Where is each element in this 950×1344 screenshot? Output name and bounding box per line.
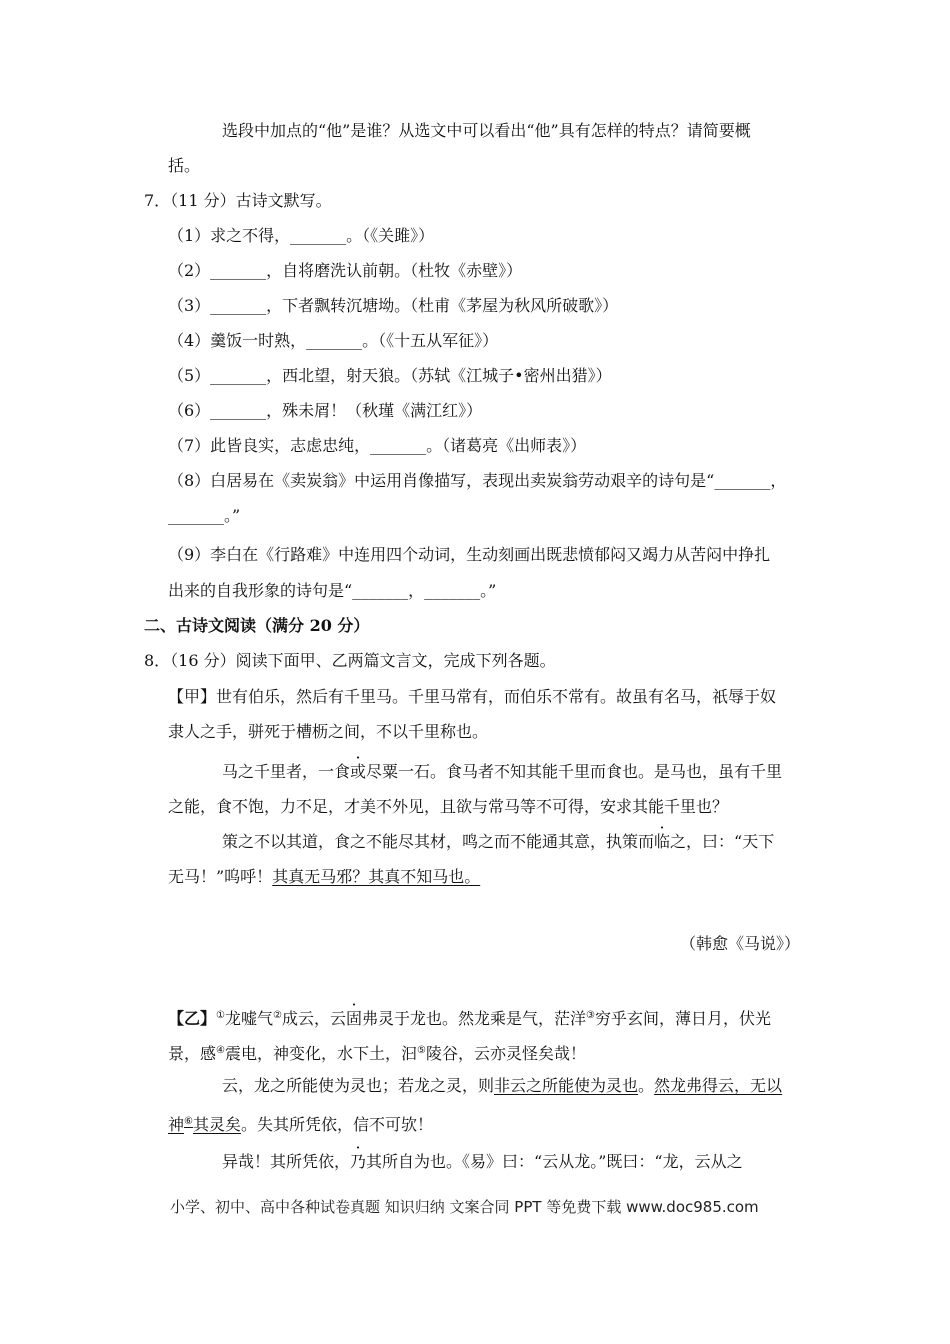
jia-p1-line-1: 【甲】世有伯乐，然后有千里马。千里马常有，而伯乐不常有。故虽有名马，祇辱于奴 xyxy=(168,687,777,706)
q7-item-8: （8）白居易在《卖炭翁》中运用肖像描写，表现出卖炭翁劳动艰辛的诗句是“_______， xyxy=(168,471,787,490)
jia-p2-text-b: 尽粟一石。食马者不知其能千里而食也。是马也，虽有千里 xyxy=(366,762,783,781)
yi-p2-text-a: 云，龙之所能使为灵也；若龙之灵，则 xyxy=(222,1076,495,1095)
jia-p3-line-2 xyxy=(168,867,480,887)
underlined-sentence-yi-cont-b: 其灵矣 xyxy=(192,1115,241,1134)
yi-text-g: 陵谷，云亦灵怪矣哉！ xyxy=(425,1044,586,1063)
yi-text-e: 景，感 xyxy=(168,1044,217,1063)
jia-p3-text-b: 之，曰：“天下 xyxy=(670,832,775,851)
yi-text-c: 弗灵于龙也。然龙乘是气，茫洋 xyxy=(362,1009,587,1028)
note-marker-5: ⑤ xyxy=(417,1045,426,1056)
jia-p2-text-a: 马之千里者，一食 xyxy=(222,762,351,781)
jia-p3-line2-text: 无马！”呜呼！ xyxy=(168,867,273,886)
underlined-sentence-yi-cont-a: 神 xyxy=(168,1115,185,1134)
yi-p1-line-1 xyxy=(168,1006,771,1029)
dotted-char-nai: 乃 xyxy=(350,1152,367,1171)
yi-text-f: 震电，神变化，水下土，汩 xyxy=(224,1044,417,1063)
yi-label: 【乙】 xyxy=(168,1009,217,1028)
q7-item-6: （6）_______，殊未屑！（秋瑾《满江红》） xyxy=(168,401,483,420)
q6-line-2: 括。 xyxy=(168,156,201,175)
underlined-phrase-1: 非云之所能使为灵也 xyxy=(494,1076,639,1095)
dotted-char-lin: 临 xyxy=(654,832,671,851)
yi-p2-line-1 xyxy=(222,1076,782,1096)
q7-item-4: （4）羹饭一时熟，_______。（《十五从军征》） xyxy=(168,331,499,350)
jia-p3-text-a: 策之不以其道，食之不能尽其材，鸣之而不能通其意，执策而 xyxy=(222,832,655,851)
yi-p1-line-2 xyxy=(168,1041,586,1064)
jia-source: （韩愈《马说》） xyxy=(680,934,801,953)
note-marker-4: ④ xyxy=(216,1045,225,1056)
jia-p3-line-1 xyxy=(222,832,774,852)
note-marker-6: ⑥ xyxy=(184,1116,193,1127)
q7-item-3: （3）_______，下者飘转沉塘坳。（杜甫《茅屋为秋风所破歌》） xyxy=(168,296,619,315)
dotted-char-gu: 固 xyxy=(345,1009,362,1028)
yi-text-b: 成云，云 xyxy=(281,1009,346,1028)
yi-p3-text-a: 异哉！其所凭依， xyxy=(222,1152,351,1171)
footer-banner: 小学、初中、高中各种试卷真题 知识归纳 文案合同 PPT 等免费下载 www.doc985.com xyxy=(170,1198,759,1216)
q7-item-9: （9）李白在《行路难》中连用四个动词，生动刻画出既悲愤郁闷又竭力从苦闷中挣扎 xyxy=(168,545,771,564)
q8-heading: 8．（16 分）阅读下面甲、乙两篇文言文，完成下列各题。 xyxy=(144,651,556,670)
q7-item-9-cont: 出来的自我形象的诗句是“_______，_______。” xyxy=(168,581,497,600)
q7-item-7: （7）此皆良实，志虑忠纯，_______。（诸葛亮《出师表》） xyxy=(168,436,587,455)
q7-heading: 7．（11 分）古诗文默写。 xyxy=(144,191,332,210)
q7-item-2: （2）_______，自将磨洗认前朝。（杜牧《赤壁》） xyxy=(168,261,523,280)
dotted-char-huo: 或 xyxy=(350,762,367,781)
yi-p2-text-c: 。失其所凭依，信不可欤！ xyxy=(241,1115,434,1134)
underlined-sentence-jia: 其真无马邪？其真不知马也。 xyxy=(272,867,481,886)
jia-p1-line-2: 隶人之手，骈死于槽枥之间，不以千里称也。 xyxy=(168,722,489,741)
q6-line-1: 选段中加点的“他”是谁？从选文中可以看出“他”具有怎样的特点？请简要概 xyxy=(222,121,751,140)
underlined-sentence-yi: 然龙弗得云，无以 xyxy=(654,1076,783,1095)
yi-text-a: 龙嘘气 xyxy=(224,1009,273,1028)
q7-item-5: （5）_______，西北望，射天狼。（苏轼《江城子•密州出猎》） xyxy=(168,366,612,385)
yi-text-d: 穷乎玄间，薄日月，伏光 xyxy=(594,1009,771,1028)
section-2-title: 二、古诗文阅读（满分 20 分） xyxy=(144,616,370,635)
q7-item-8-cont: _______。” xyxy=(168,506,241,525)
note-marker-3: ③ xyxy=(586,1010,595,1021)
yi-p2-text-b: 。 xyxy=(638,1076,655,1095)
note-marker-1: ① xyxy=(216,1010,225,1021)
yi-p2-line-2 xyxy=(168,1112,433,1135)
jia-p2-line-1 xyxy=(222,762,782,782)
jia-p2-line-2: 之能，食不饱，力不足，才美不外见，且欲与常马等不可得，安求其能千里也？ xyxy=(168,797,729,816)
note-marker-2: ② xyxy=(273,1010,282,1021)
q7-item-1: （1）求之不得，_______。（《关雎》） xyxy=(168,226,435,245)
yi-p3-line-1 xyxy=(222,1152,743,1172)
yi-p3-text-b: 其所自为也。《易》曰：“云从龙。”既曰：“龙，云从之 xyxy=(366,1152,743,1171)
